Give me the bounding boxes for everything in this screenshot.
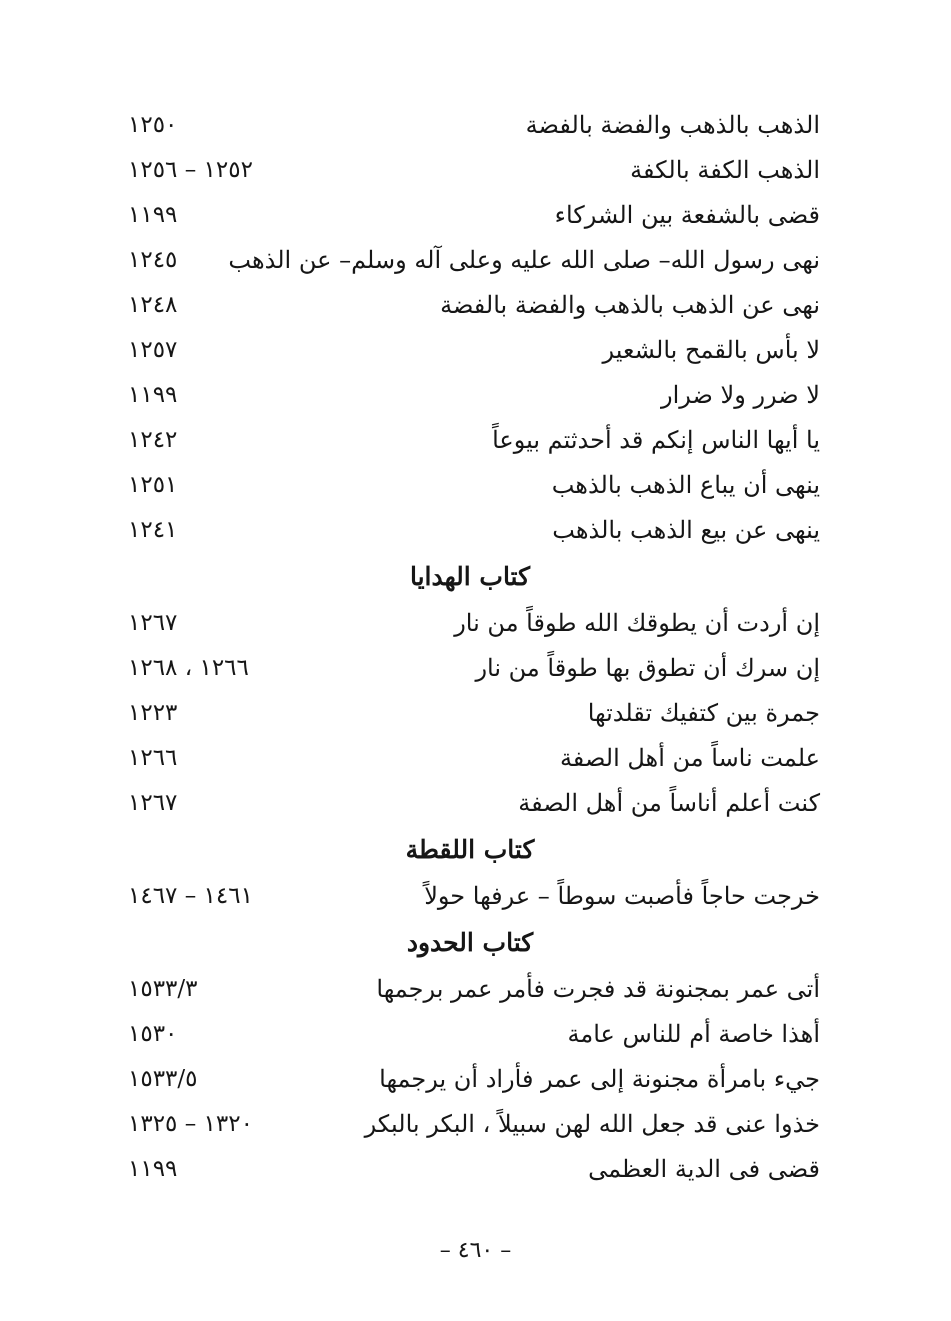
list-item — [120, 736, 820, 781]
entry-text: ينهى عن بيع الذهب بالذهب — [552, 516, 820, 544]
entry-text: الذهب بالذهب والفضة بالفضة — [525, 111, 820, 139]
entry-reference: ١٢٦٦ — [128, 745, 178, 771]
list-item — [120, 283, 820, 328]
entry-reference: ١١٩٩ — [128, 382, 178, 408]
list-item — [120, 418, 820, 463]
entry-text: قضى فى الدية العظمى — [588, 1155, 820, 1183]
entry-reference: ١٢٦٦ ، ١٢٦٨ — [128, 655, 249, 681]
entry-text: ينهى أن يباع الذهب بالذهب — [551, 471, 820, 499]
list-item — [120, 103, 820, 148]
entry-text: خرجت حاجاً فأصبت سوطاً – عرفها حولاً — [424, 882, 820, 910]
list-item — [120, 781, 820, 826]
entry-text: لا ضرر ولا ضرار — [661, 381, 820, 409]
entry-text: أهذا خاصة أم للناس عامة — [567, 1020, 820, 1048]
list-item — [120, 646, 820, 691]
list-item — [120, 601, 820, 646]
entry-reference: ١٥٣٣/٣ — [128, 976, 198, 1002]
entry-text: يا أيها الناس إنكم قد أحدثتم بيوعاً — [492, 426, 820, 454]
entry-text: جمرة بين كتفيك تقلدتها — [587, 699, 820, 727]
entry-text: علمت ناساً من أهل الصفة — [559, 744, 820, 772]
entry-reference: ١٢٥٧ — [128, 337, 178, 363]
list-item — [120, 193, 820, 238]
entry-text: نهى رسول الله– صلى الله عليه وعلى آله وسلم– عن الذهب — [228, 246, 820, 274]
entry-reference: ١٢٢٣ — [128, 700, 178, 726]
list-item — [120, 874, 820, 919]
list-item — [120, 1102, 820, 1147]
entry-text: نهى عن الذهب بالذهب والفضة بالفضة — [440, 291, 820, 319]
list-item — [120, 967, 820, 1012]
list-item — [120, 1147, 820, 1192]
entry-reference: ١٤٦١ – ١٤٦٧ — [128, 883, 253, 909]
entry-reference: ١١٩٩ — [128, 1156, 178, 1182]
entry-text: قضى بالشفعة بين الشركاء — [554, 201, 820, 229]
list-item — [120, 148, 820, 193]
entry-text: خذوا عنى قد جعل الله لهن سبيلاً ، البكر بالبكر — [364, 1110, 820, 1138]
entry-text: لا بأس بالقمح بالشعير — [602, 336, 820, 364]
page-number: – ٤٦٠ – — [439, 1238, 512, 1263]
section-heading: كتاب الحدود — [406, 928, 534, 957]
list-item — [120, 328, 820, 373]
entry-reference: ١٢٤٥ — [128, 247, 178, 273]
entry-text: إن أردت أن يطوقك الله طوقاً من نار — [454, 609, 820, 637]
list-item — [120, 1012, 820, 1057]
list-item — [120, 691, 820, 736]
entry-reference: ١٢٥٠ — [128, 112, 178, 138]
entry-reference: ١٥٣٣/٥ — [128, 1066, 198, 1092]
entry-reference: ١١٩٩ — [128, 202, 178, 228]
entry-reference: ١٢٥١ — [128, 472, 178, 498]
list-item — [120, 1057, 820, 1102]
entry-reference: ١٢٥٢ – ١٢٥٦ — [128, 157, 253, 183]
entry-reference: ١٢٦٧ — [128, 610, 178, 636]
list-item — [120, 238, 820, 283]
entry-text: كنت أعلم أناساً من أهل الصفة — [518, 789, 820, 817]
section-heading: كتاب الهدايا — [409, 562, 531, 591]
entry-reference: ١٢٤١ — [128, 517, 178, 543]
entry-reference: ١٣٢٠ – ١٣٢٥ — [128, 1111, 253, 1137]
entry-text: إن سرك أن تطوق بها طوقاً من نار — [475, 654, 820, 682]
entry-text: جيء بامرأة مجنونة إلى عمر فأراد أن يرجمها — [379, 1065, 820, 1093]
index-list — [120, 103, 820, 1192]
entry-reference: ١٢٦٧ — [128, 790, 178, 816]
list-item — [120, 373, 820, 418]
entry-text: أتى عمر بمجنونة قد فجرت فأمر عمر برجمها — [376, 975, 820, 1003]
entry-text: الذهب الكفة بالكفة — [630, 156, 820, 184]
entry-reference: ١٥٣٠ — [128, 1021, 178, 1047]
list-item — [120, 508, 820, 553]
entry-reference: ١٢٤٢ — [128, 427, 178, 453]
entry-reference: ١٢٤٨ — [128, 292, 178, 318]
list-item — [120, 463, 820, 508]
section-heading: كتاب اللقطة — [405, 835, 535, 864]
